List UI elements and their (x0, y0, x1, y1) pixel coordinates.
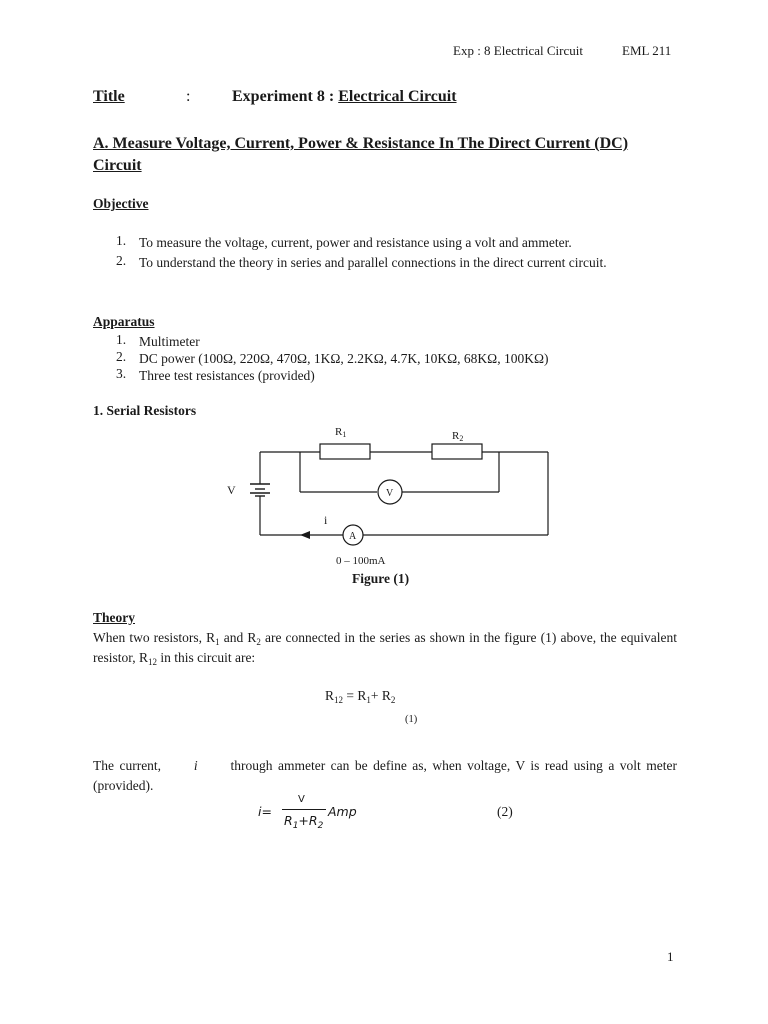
list-number: 2. (116, 253, 127, 268)
figure-caption: Figure (1) (352, 571, 410, 586)
list-number: 2. (116, 349, 127, 364)
header-experiment: Exp : 8 Electrical Circuit (453, 43, 583, 58)
r1-label: R1 (335, 426, 347, 439)
list-number: 3. (116, 366, 127, 381)
title-label: Title (93, 88, 125, 105)
list-text: DC power (100Ω, 220Ω, 470Ω, 1KΩ, 2.2KΩ, 4.7K, 10KΩ, 68KΩ, 100KΩ) (139, 351, 549, 366)
apparatus-heading: Apparatus (93, 314, 155, 329)
theory-heading: Theory (93, 610, 135, 625)
equation-2-number: (2) (497, 804, 513, 819)
ammeter-range-label: 0 – 100mA (336, 555, 386, 567)
series-circuit-diagram (220, 418, 560, 573)
title-text (232, 88, 457, 106)
theory-paragraph-2: The current, i through ammeter can be define as, when voltage, V is read using a volt meter (provided). (93, 758, 678, 793)
resistor-r2-symbol (432, 444, 482, 459)
header-course-code: EML 211 (622, 43, 672, 58)
serial-resistors-heading: 1. Serial Resistors (93, 403, 197, 418)
equation-1-number: (1) (405, 714, 418, 725)
title-colon: : (186, 88, 191, 105)
list-text: To measure the voltage, current, power and resistance using a volt and ammeter. (139, 235, 572, 250)
section-a-heading: A. Measure Voltage, Current, Power & Resistance In The Direct Current (DC) Circuit (93, 135, 629, 174)
list-number: 1. (116, 233, 127, 248)
objective-heading: Objective (93, 196, 149, 211)
fraction-bar (282, 809, 326, 810)
resistor-r1-symbol (320, 444, 370, 459)
equation-1: $R_{12} = R_1+ R_2$ (325, 688, 396, 705)
title-prefix: Experiment 8 : (232, 88, 339, 105)
theory-paragraph-1: When two resistors, $R_1$ and $R_2$ are connected in the series as shown in the figure (1) above, the equivalent resistor, $R_{12}$ in this circuit are: (93, 630, 678, 667)
list-number: 1. (116, 332, 127, 347)
r2-label: R2 (452, 430, 464, 443)
current-label: i (324, 513, 328, 527)
title-name: Electrical Circuit (338, 88, 457, 105)
current-arrow-icon (300, 531, 310, 539)
fraction-denominator: $R_1+R_2$ (284, 813, 324, 831)
list-text: Three test resistances (provided) (139, 368, 315, 383)
ammeter-label: A (349, 531, 357, 542)
list-text: Multimeter (139, 334, 200, 349)
voltmeter-label: V (386, 488, 394, 499)
list-text: To understand the theory in series and parallel connections in the direct current circuit. (139, 255, 607, 270)
source-voltage-label: V (227, 483, 236, 497)
page-number: 1 (667, 949, 674, 964)
